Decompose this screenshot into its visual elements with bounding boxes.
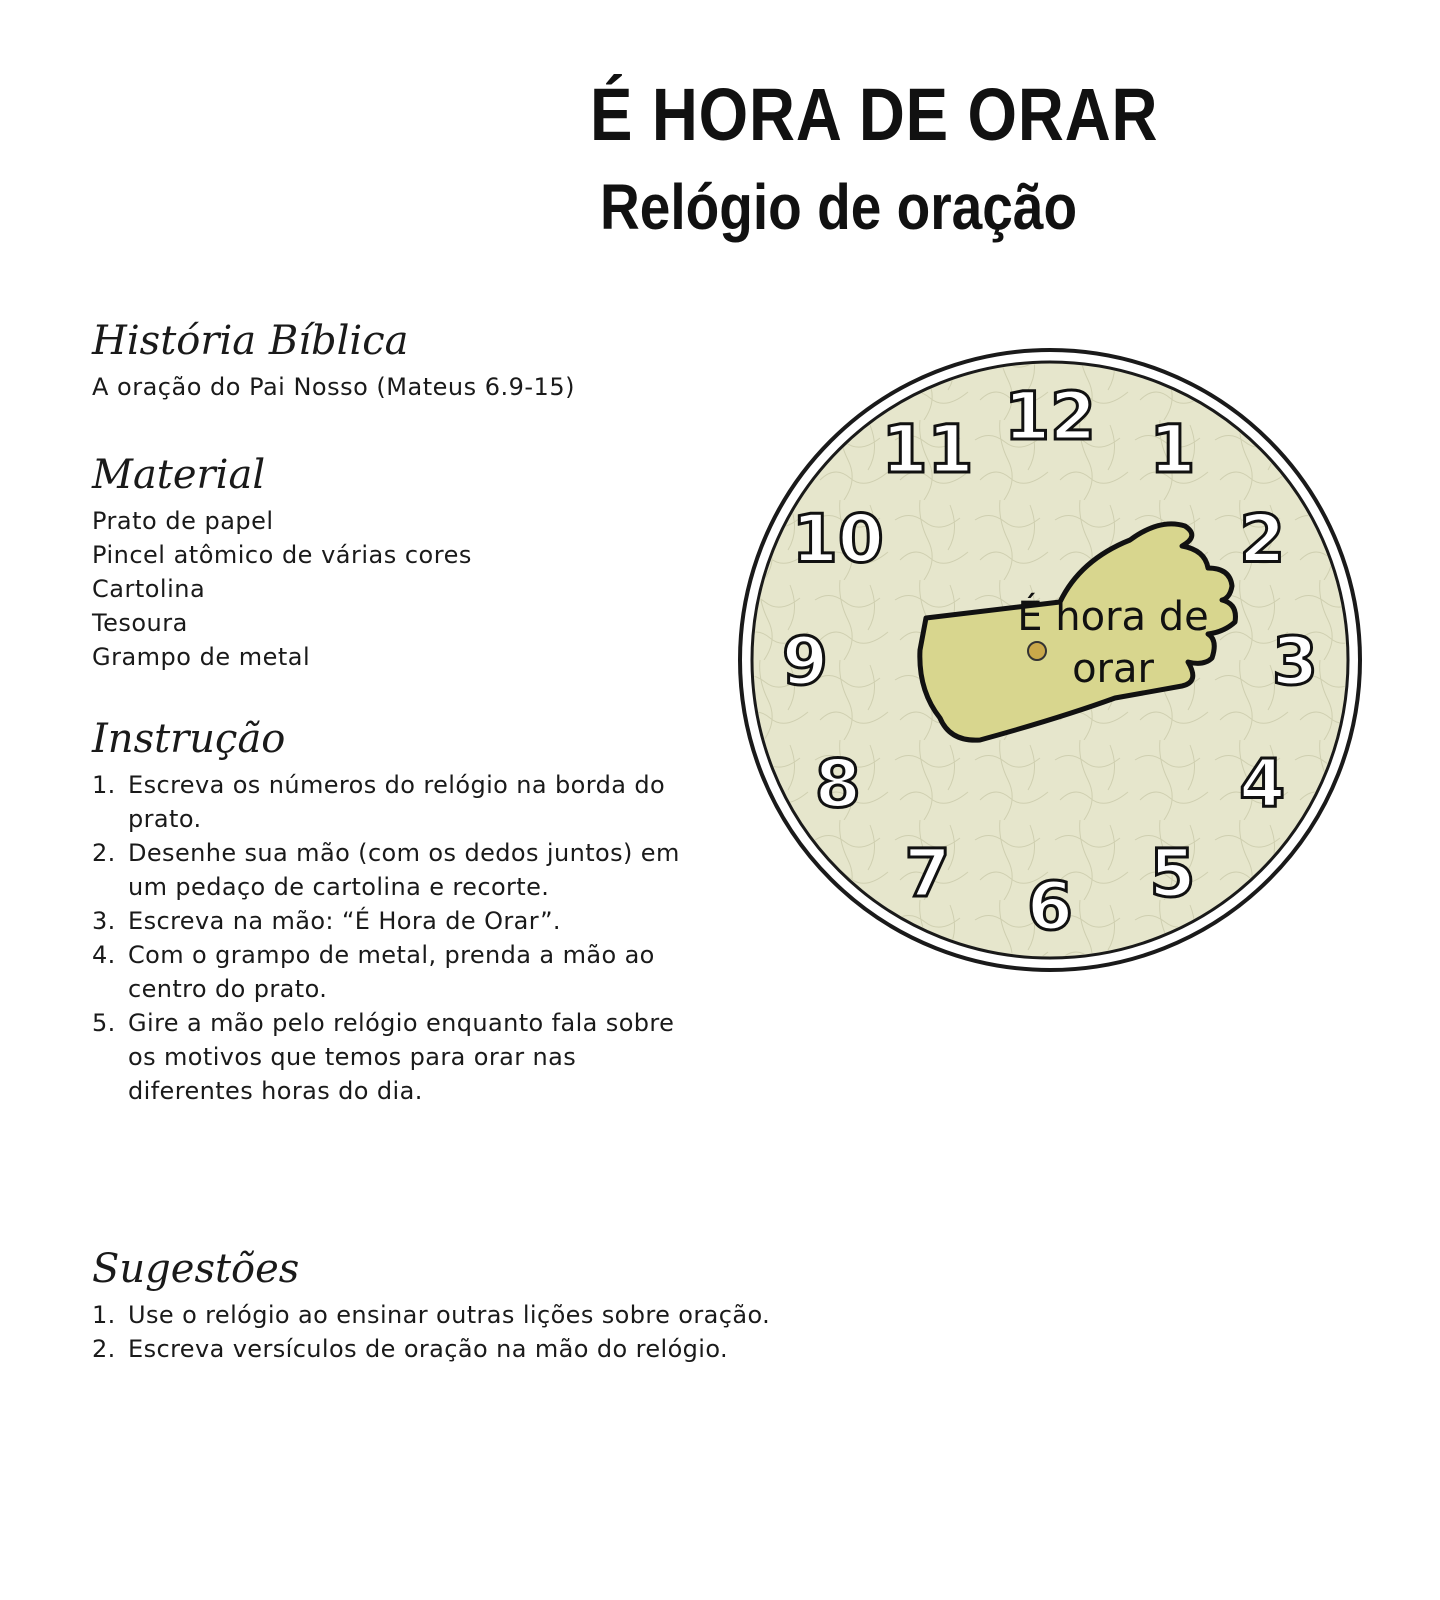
clock-number-12: 12 — [1004, 378, 1096, 455]
clock-number-11: 11 — [881, 410, 974, 488]
material-item: Grampo de metal — [92, 643, 311, 671]
clock-number-10: 10 — [791, 500, 884, 578]
clock-number-1: 1 — [1149, 410, 1196, 488]
list-item — [92, 768, 692, 836]
sugestoes-heading: Sugestões — [92, 1246, 300, 1292]
material-section — [92, 452, 712, 674]
sugestoes-list — [92, 1298, 912, 1366]
step-number: 1. — [92, 1301, 116, 1329]
hand-text-line2: orar — [1072, 646, 1154, 692]
list-item — [92, 938, 692, 1006]
hand-text-line1: É hora de — [1017, 594, 1209, 640]
step-number: 3. — [92, 907, 116, 935]
list-item — [92, 904, 692, 938]
step-text: Use o relógio ao ensinar outras lições sobre oração. — [128, 1301, 771, 1329]
step-text: Com o grampo de metal, prenda a mão ao centro do prato. — [128, 941, 655, 1003]
historia-heading: História Bíblica — [92, 318, 409, 364]
clock-number-6: 6 — [1027, 868, 1073, 945]
material-item: Pincel atômico de várias cores — [92, 541, 472, 569]
list-item — [92, 1298, 912, 1332]
material-item: Cartolina — [92, 575, 206, 603]
clock-number-7: 7 — [904, 835, 951, 913]
clock-number-9: 9 — [782, 623, 828, 700]
step-number: 2. — [92, 1335, 116, 1363]
clock-number-3: 3 — [1272, 623, 1318, 700]
instrucao-heading: Instrução — [92, 716, 286, 762]
clock-number-5: 5 — [1149, 835, 1196, 913]
step-number: 5. — [92, 1009, 116, 1037]
step-number: 4. — [92, 941, 116, 969]
clock-number-2: 2 — [1239, 500, 1286, 578]
step-text: Desenhe sua mão (com os dedos juntos) em um pedaço de cartolina e recorte. — [128, 839, 680, 901]
page-subtitle: Relógio de oração — [600, 171, 1078, 243]
material-item: Tesoura — [92, 609, 188, 637]
list-item — [92, 1006, 692, 1108]
instrucao-section — [92, 716, 692, 1108]
step-text: Escreva versículos de oração na mão do relógio. — [128, 1335, 729, 1363]
clock-number-8: 8 — [814, 745, 861, 823]
metal-fastener — [1028, 642, 1046, 660]
page-title: É HORA DE ORAR — [590, 73, 1159, 156]
material-item: Prato de papel — [92, 507, 274, 535]
sugestoes-section — [92, 1246, 912, 1366]
step-text: Escreva na mão: “É Hora de Orar”. — [128, 907, 561, 935]
step-number: 1. — [92, 771, 116, 799]
step-text: Gire a mão pelo relógio enquanto fala sobre os motivos que temos para orar nas diferentes horas do dia. — [128, 1009, 675, 1105]
step-number: 2. — [92, 839, 116, 867]
clock-number-4: 4 — [1239, 745, 1286, 823]
instrucao-list — [92, 768, 692, 1108]
step-text: Escreva os números do relógio na borda do prato. — [128, 771, 666, 833]
list-item — [92, 836, 692, 904]
material-heading: Material — [92, 452, 266, 498]
historia-text: A oração do Pai Nosso (Mateus 6.9-15) — [92, 373, 575, 401]
prayer-clock-illustration — [730, 340, 1370, 980]
historia-section — [92, 318, 712, 404]
list-item — [92, 1332, 912, 1366]
